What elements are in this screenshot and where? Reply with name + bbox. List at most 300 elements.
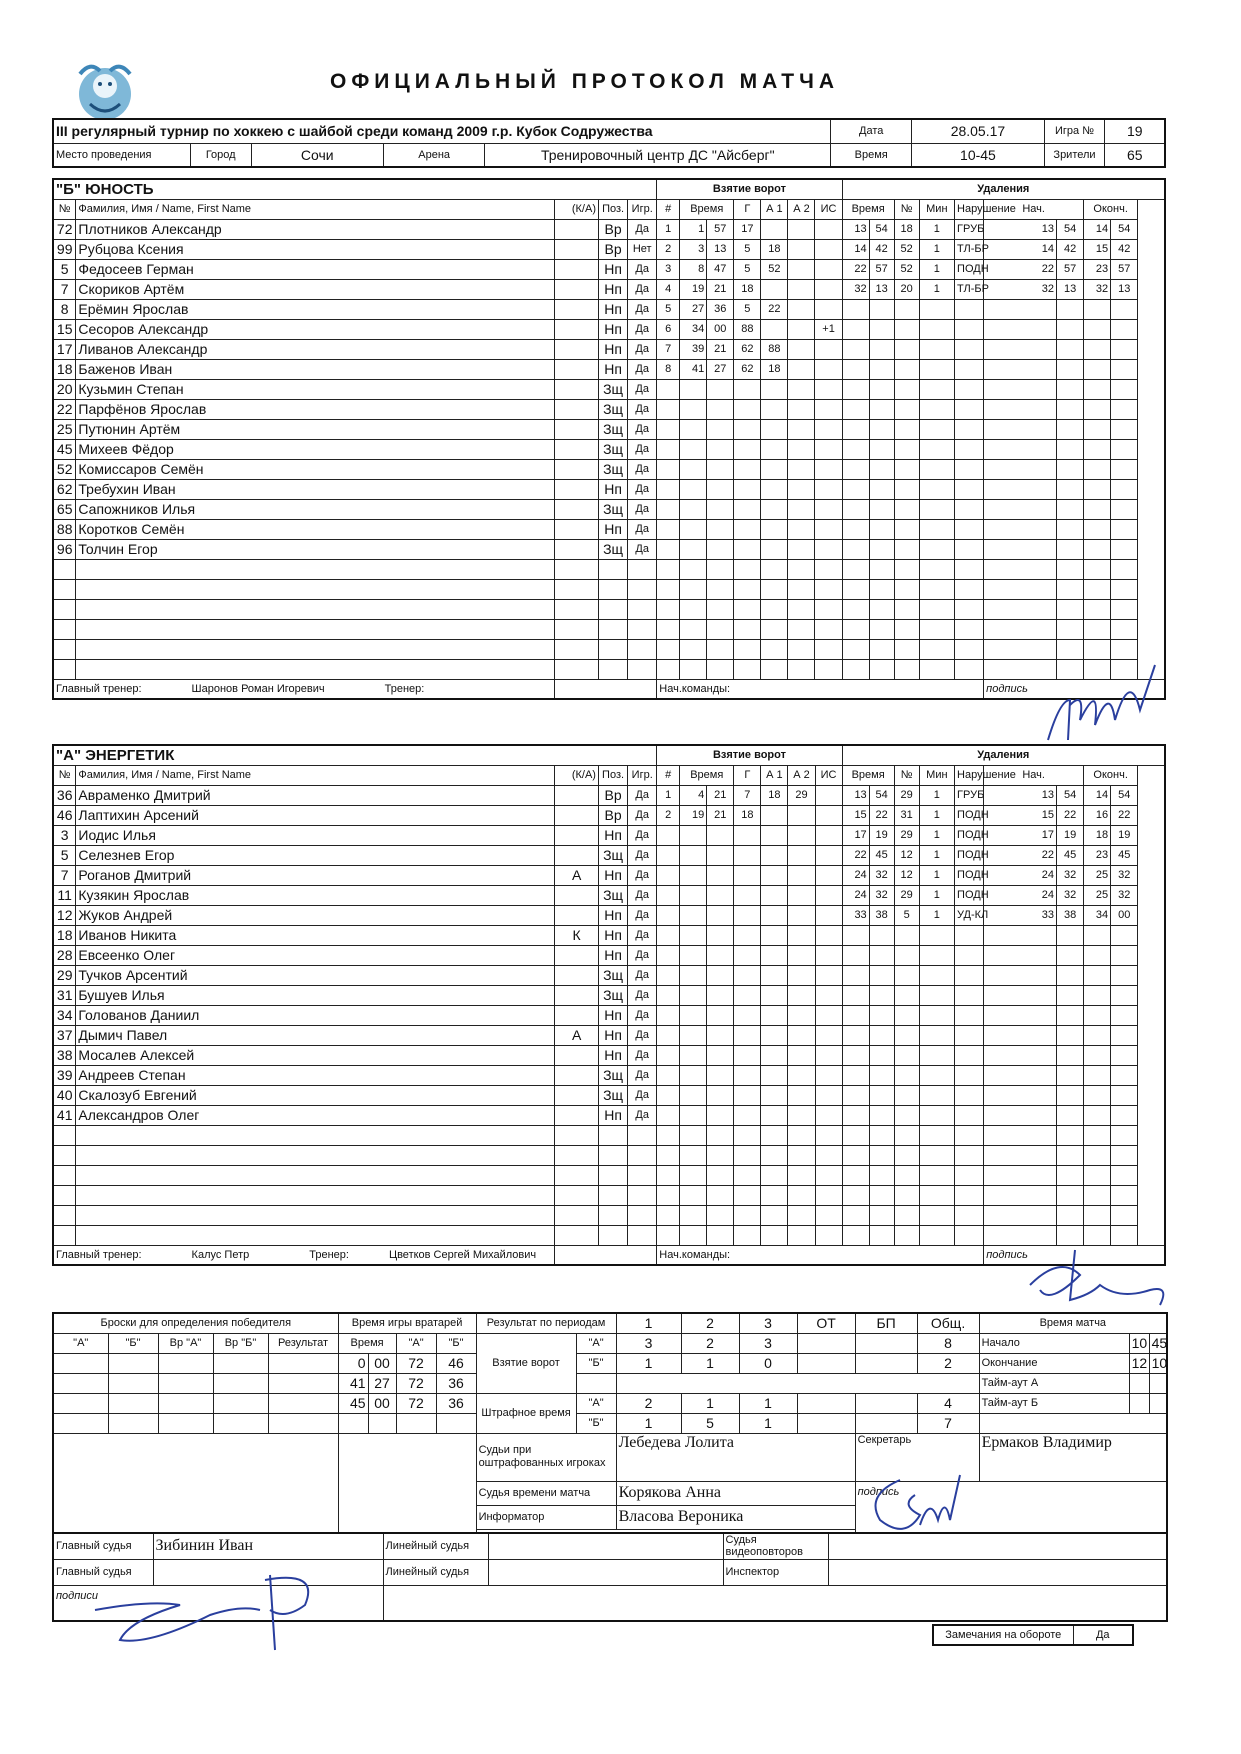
goals-a-p1: 3 <box>616 1333 681 1353</box>
pen-time-sec: 57 <box>869 259 894 279</box>
player-played <box>628 659 657 679</box>
col-pen-end: Оконч. <box>1084 199 1138 219</box>
pen-violation <box>955 1025 984 1045</box>
goal-situation: +1 <box>815 319 842 339</box>
pen-end-sec: 32 <box>1111 885 1138 905</box>
goal-assist2 <box>788 259 815 279</box>
penalties-section-title: Удаления <box>842 745 1165 765</box>
pen-minutes <box>919 519 954 539</box>
period-col-3: 3 <box>739 1313 797 1333</box>
pen-time-sec <box>869 459 894 479</box>
col-scorer: Г <box>734 765 761 785</box>
goal-assist1: 22 <box>761 299 788 319</box>
pen-start-min <box>984 619 1057 639</box>
pen-player: 29 <box>894 785 919 805</box>
goal-scorer: 17 <box>734 219 761 239</box>
shootout-cell[interactable] <box>108 1373 158 1393</box>
player-role <box>555 599 599 619</box>
player-position: Нп <box>598 945 627 965</box>
player-name: Баженов Иван <box>76 359 555 379</box>
pen-minutes <box>919 965 954 985</box>
pen-start-sec <box>1057 599 1084 619</box>
goalie-time-sec: 27 <box>368 1373 396 1393</box>
goal-situation <box>815 419 842 439</box>
player-name: Федосеев Герман <box>76 259 555 279</box>
pen-violation: ТЛ-БР <box>955 279 984 299</box>
shootout-cell[interactable] <box>158 1373 213 1393</box>
goal-number: 2 <box>657 805 680 825</box>
pen-end-sec: 22 <box>1111 805 1138 825</box>
goal-situation <box>815 825 842 845</box>
player-number: 45 <box>53 439 76 459</box>
pen-start-sec <box>1057 1145 1084 1165</box>
goal-scorer <box>734 925 761 945</box>
pen-end-min <box>1084 579 1111 599</box>
pen-violation <box>955 985 984 1005</box>
pen-end-sec <box>1111 1085 1138 1105</box>
player-number: 25 <box>53 419 76 439</box>
pen-start-sec <box>1057 1085 1084 1105</box>
spacer <box>555 1245 657 1265</box>
pen-start-sec <box>1057 379 1084 399</box>
player-name <box>76 1205 555 1225</box>
goal-assist2 <box>788 1165 815 1185</box>
goalie-cell[interactable] <box>396 1413 436 1433</box>
player-played: Да <box>628 439 657 459</box>
goal-assist2 <box>788 659 815 679</box>
place-label: Место проведения <box>53 143 190 167</box>
player-played: Да <box>628 519 657 539</box>
goal-time-min: 19 <box>680 279 707 299</box>
pen-player <box>894 1005 919 1025</box>
city-value: Сочи <box>251 143 383 167</box>
goal-time-sec: 00 <box>707 319 734 339</box>
goal-scorer <box>734 885 761 905</box>
penalty-judge-1: Лебедева Лолита <box>616 1433 855 1481</box>
pen-start-min <box>984 639 1057 659</box>
player-played <box>628 1125 657 1145</box>
pen-time-min <box>842 1125 869 1145</box>
pen-player <box>894 1105 919 1125</box>
goals-section-title: Взятие ворот <box>657 179 842 199</box>
pen-start-min: 14 <box>984 239 1057 259</box>
pen-time-min <box>842 1085 869 1105</box>
pen-time-sec <box>869 925 894 945</box>
pen-time-sec <box>869 1145 894 1165</box>
goal-time-min <box>680 619 707 639</box>
pen-end-min <box>1084 319 1111 339</box>
pen-end-min: 14 <box>1084 785 1111 805</box>
player-number: 38 <box>53 1045 76 1065</box>
remarks-label: Замечания на обороте <box>933 1625 1073 1645</box>
pen-minutes <box>919 985 954 1005</box>
goal-assist2 <box>788 1225 815 1245</box>
goal-time-min <box>680 1125 707 1145</box>
goal-scorer: 18 <box>734 279 761 299</box>
goal-assist2 <box>788 619 815 639</box>
goal-situation <box>815 945 842 965</box>
col-scorer: Г <box>734 199 761 219</box>
goal-time-min <box>680 1065 707 1085</box>
blank-area <box>53 1433 338 1533</box>
tournament-name: III регулярный турнир по хоккею с шайбой среди команд 2009 г.р. Кубок Содружества <box>53 119 831 143</box>
goal-scorer <box>734 985 761 1005</box>
goal-time-min: 4 <box>680 785 707 805</box>
referees-section <box>52 1532 1166 1622</box>
goal-time-sec <box>707 925 734 945</box>
shootout-cell[interactable] <box>213 1353 268 1373</box>
shootout-cell[interactable] <box>108 1393 158 1413</box>
pen-start-min <box>984 1145 1057 1165</box>
pen-time-sec <box>869 559 894 579</box>
col-goal-num: # <box>657 199 680 219</box>
goalie-cell[interactable] <box>436 1413 476 1433</box>
goal-number <box>657 419 680 439</box>
pen-violation: ГРУБ <box>955 785 984 805</box>
pen-minutes: 1 <box>919 845 954 865</box>
goal-number <box>657 1085 680 1105</box>
goalie-time-sec: 00 <box>368 1393 396 1413</box>
pen-minutes: 1 <box>919 239 954 259</box>
player-position: Зщ <box>598 985 627 1005</box>
period-col-total: Общ. <box>917 1313 979 1333</box>
pen-time-sec: 45 <box>869 845 894 865</box>
player-played: Да <box>628 1085 657 1105</box>
goal-scorer <box>734 825 761 845</box>
pen-time-min <box>842 319 869 339</box>
pen-time-sec <box>869 359 894 379</box>
pen-end-sec: 00 <box>1111 905 1138 925</box>
pen-violation <box>955 399 984 419</box>
pen-time-sec: 54 <box>869 785 894 805</box>
shootout-cell[interactable] <box>268 1353 338 1373</box>
pen-start-sec <box>1057 499 1084 519</box>
pen-end-sec <box>1111 399 1138 419</box>
player-number: 18 <box>53 359 76 379</box>
goalie-cell[interactable] <box>368 1413 396 1433</box>
player-number: 96 <box>53 539 76 559</box>
goal-number <box>657 1145 680 1165</box>
pen-violation <box>955 1045 984 1065</box>
player-number <box>53 559 76 579</box>
pen-violation <box>955 639 984 659</box>
shootout-cell[interactable] <box>53 1393 108 1413</box>
period-col-2: 2 <box>681 1313 739 1333</box>
pen-time-min <box>842 559 869 579</box>
shootout-cell[interactable] <box>268 1393 338 1413</box>
pen-end-sec <box>1111 659 1138 679</box>
goal-number <box>657 639 680 659</box>
game-label: Игра № <box>1044 119 1105 143</box>
pen-violation <box>955 479 984 499</box>
protocol-title: ОФИЦИАЛЬНЫЙ ПРОТОКОЛ МАТЧА <box>330 70 840 93</box>
pen-minutes <box>919 659 954 679</box>
goal-number: 5 <box>657 299 680 319</box>
pen-time-min <box>842 579 869 599</box>
shootout-cell[interactable] <box>158 1353 213 1373</box>
shootout-cell[interactable] <box>213 1393 268 1413</box>
pen-end-sec <box>1111 1045 1138 1065</box>
spacer <box>383 1585 1167 1621</box>
shootout-cell[interactable] <box>268 1413 338 1433</box>
pen-violation <box>955 339 984 359</box>
pen-violation <box>955 359 984 379</box>
pen-end-min <box>1084 599 1111 619</box>
goal-time-sec <box>707 905 734 925</box>
pen-end-min <box>1084 459 1111 479</box>
player-played: Да <box>628 479 657 499</box>
player-role <box>555 259 599 279</box>
goal-scorer: 18 <box>734 805 761 825</box>
pen-player <box>894 519 919 539</box>
pen-violation <box>955 659 984 679</box>
goal-scorer: 5 <box>734 299 761 319</box>
shootout-cell[interactable] <box>158 1393 213 1413</box>
pen-time-min <box>842 1105 869 1125</box>
goal-assist2 <box>788 945 815 965</box>
pen-minutes <box>919 1005 954 1025</box>
pen-player <box>894 439 919 459</box>
signatures-label: подписи <box>56 1589 99 1602</box>
player-name <box>76 1225 555 1245</box>
pen-start-sec <box>1057 539 1084 559</box>
shootout-cell[interactable] <box>53 1353 108 1373</box>
goal-assist1 <box>761 459 788 479</box>
pen-time-min <box>842 479 869 499</box>
player-role <box>555 825 599 845</box>
pen-time-min <box>842 945 869 965</box>
pen-end-sec: 54 <box>1111 219 1138 239</box>
goal-situation <box>815 885 842 905</box>
goal-situation <box>815 279 842 299</box>
goal-time-min <box>680 439 707 459</box>
goal-situation <box>815 965 842 985</box>
pen-start-sec: 19 <box>1057 825 1084 845</box>
goal-assist1 <box>761 945 788 965</box>
player-played: Нет <box>628 239 657 259</box>
pen-end-min <box>1084 1065 1111 1085</box>
pen-minutes: 1 <box>919 905 954 925</box>
pen-end-sec: 19 <box>1111 825 1138 845</box>
player-role <box>555 299 599 319</box>
inspector-label: Инспектор <box>723 1559 828 1585</box>
goal-assist1 <box>761 399 788 419</box>
video-judge-label: Судья видеоповторов <box>723 1533 828 1559</box>
goal-number <box>657 865 680 885</box>
player-number <box>53 1125 76 1145</box>
col-pen-time: Время <box>842 765 894 785</box>
shootout-cell[interactable] <box>268 1373 338 1393</box>
player-position: Нп <box>599 259 628 279</box>
player-role <box>555 419 599 439</box>
player-played: Да <box>628 1045 657 1065</box>
pen-time-sec: 32 <box>869 885 894 905</box>
pen-start-min <box>984 1225 1057 1245</box>
player-number: 39 <box>53 1065 76 1085</box>
pen-time-min: 24 <box>842 885 869 905</box>
pen-end-sec <box>1111 479 1138 499</box>
goal-situation <box>815 379 842 399</box>
pen-player: 29 <box>894 885 919 905</box>
pen-minutes: 1 <box>919 865 954 885</box>
player-played: Да <box>628 319 657 339</box>
pen-end-sec: 42 <box>1111 239 1138 259</box>
player-position: Зщ <box>598 885 627 905</box>
goal-time-min <box>680 985 707 1005</box>
pen-start-min <box>984 1005 1057 1025</box>
player-name: Михеев Фёдор <box>76 439 555 459</box>
goal-situation <box>815 639 842 659</box>
pen-time-min <box>842 1185 869 1205</box>
goalie-b: 46 <box>436 1353 476 1373</box>
player-number: 5 <box>53 845 76 865</box>
pen-time-min <box>842 439 869 459</box>
goal-time-sec <box>707 519 734 539</box>
col-pos: Поз. <box>598 765 627 785</box>
pen-end-sec <box>1111 619 1138 639</box>
timeout-a-sec <box>1149 1373 1167 1393</box>
goals-a-p3: 3 <box>739 1333 797 1353</box>
goal-assist2 <box>788 599 815 619</box>
goal-assist2 <box>788 1045 815 1065</box>
pen-player <box>894 1085 919 1105</box>
goal-situation <box>815 905 842 925</box>
shootout-cell[interactable] <box>53 1373 108 1393</box>
goal-time-min <box>680 1045 707 1065</box>
pen-player <box>894 1205 919 1225</box>
goal-situation <box>815 925 842 945</box>
goal-time-min <box>680 499 707 519</box>
goal-number: 2 <box>657 239 680 259</box>
player-played: Да <box>628 1005 657 1025</box>
shootout-cell[interactable] <box>213 1373 268 1393</box>
goalie-a: 72 <box>396 1353 436 1373</box>
goal-time-min: 8 <box>680 259 707 279</box>
match-end-label: Окончание <box>979 1353 1129 1373</box>
player-name <box>76 1145 555 1165</box>
pen-end-sec <box>1111 539 1138 559</box>
col-assist2: А 2 <box>788 765 815 785</box>
player-name: Александров Олег <box>76 1105 555 1125</box>
goal-situation <box>815 1005 842 1025</box>
pen-time-min <box>842 359 869 379</box>
player-role <box>555 1165 599 1185</box>
pen-player <box>894 419 919 439</box>
shootout-cell[interactable] <box>158 1413 213 1433</box>
goal-assist2 <box>788 865 815 885</box>
col-name: Фамилия, Имя / Name, First Name <box>76 199 555 219</box>
pen-violation <box>955 965 984 985</box>
pen-start-min <box>984 399 1057 419</box>
player-role <box>555 1185 599 1205</box>
pen-violation <box>955 559 984 579</box>
goal-scorer: 88 <box>734 319 761 339</box>
shootout-cell[interactable] <box>53 1413 108 1433</box>
pen-start-min <box>984 519 1057 539</box>
pen-end-sec <box>1111 965 1138 985</box>
pen-player <box>894 659 919 679</box>
player-played <box>628 1165 657 1185</box>
goal-assist1 <box>761 1025 788 1045</box>
pen-minutes <box>919 639 954 659</box>
goals-a-ot <box>797 1333 855 1353</box>
goalie-time-sec: 00 <box>368 1353 396 1373</box>
goal-number <box>657 925 680 945</box>
sign-label: подпись <box>986 1248 1028 1261</box>
shootout-col-result: Результат <box>268 1333 338 1353</box>
col-name: Фамилия, Имя / Name, First Name <box>76 765 555 785</box>
player-number <box>53 1165 76 1185</box>
pen-time-min <box>842 659 869 679</box>
pen-violation <box>955 1105 984 1125</box>
goalie-b: 36 <box>436 1393 476 1413</box>
goal-assist2 <box>788 845 815 865</box>
goalie-cell[interactable] <box>338 1413 368 1433</box>
col-play: Игр. <box>628 199 657 219</box>
player-number: 18 <box>53 925 76 945</box>
pim-b-p1: 1 <box>616 1413 681 1433</box>
pen-minutes <box>919 559 954 579</box>
pen-time-sec <box>869 945 894 965</box>
player-name: Ливанов Александр <box>76 339 555 359</box>
goal-number <box>657 519 680 539</box>
goal-situation <box>815 259 842 279</box>
pen-end-min <box>1084 619 1111 639</box>
player-name: Евсеенко Олег <box>76 945 555 965</box>
goal-situation <box>815 439 842 459</box>
pen-start-sec: 13 <box>1057 279 1084 299</box>
player-played: Да <box>628 379 657 399</box>
player-position <box>598 1145 627 1165</box>
player-position: Зщ <box>599 539 628 559</box>
shootout-cell[interactable] <box>108 1353 158 1373</box>
pen-player <box>894 1225 919 1245</box>
goal-time-min <box>680 865 707 885</box>
pen-time-sec <box>869 539 894 559</box>
goal-time-min <box>680 459 707 479</box>
pen-time-min <box>842 399 869 419</box>
goal-situation <box>815 619 842 639</box>
pen-start-min: 17 <box>984 825 1057 845</box>
player-name <box>76 1125 555 1145</box>
pen-end-sec: 32 <box>1111 865 1138 885</box>
pen-player <box>894 339 919 359</box>
pen-end-min <box>1084 925 1111 945</box>
goal-time-sec <box>707 1065 734 1085</box>
shootout-cell[interactable] <box>108 1413 158 1433</box>
match-start-min: 10 <box>1129 1333 1149 1353</box>
goal-time-min <box>680 945 707 965</box>
goal-scorer <box>734 1225 761 1245</box>
player-number: 99 <box>53 239 76 259</box>
goal-assist1 <box>761 1065 788 1085</box>
pen-start-min <box>984 985 1057 1005</box>
goal-time-sec: 36 <box>707 299 734 319</box>
goal-number <box>657 825 680 845</box>
penalties-section-title: Удаления <box>842 179 1165 199</box>
player-number: 46 <box>53 805 76 825</box>
goal-scorer <box>734 965 761 985</box>
pen-end-min <box>1084 439 1111 459</box>
shootout-cell[interactable] <box>213 1413 268 1433</box>
player-name <box>76 559 555 579</box>
goal-number <box>657 1185 680 1205</box>
player-name: Голованов Даниил <box>76 1005 555 1025</box>
pen-player <box>894 299 919 319</box>
player-position <box>599 579 628 599</box>
goal-scorer <box>734 1005 761 1025</box>
player-number <box>53 599 76 619</box>
